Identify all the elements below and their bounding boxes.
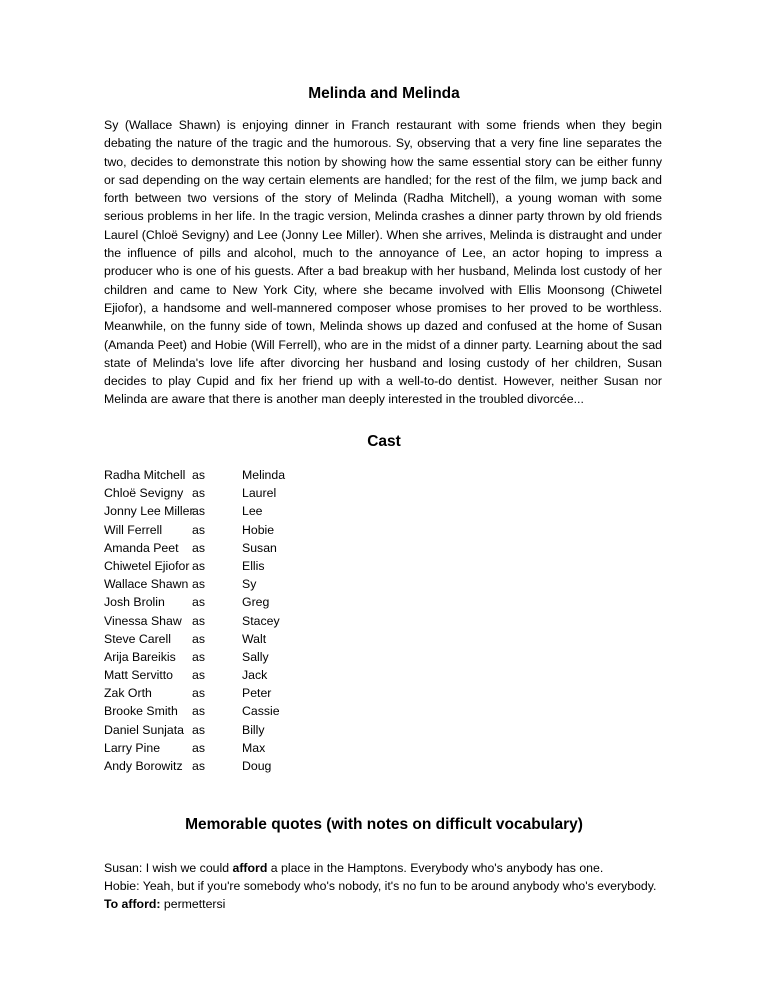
cast-actor: Andy Borowitz [104,759,183,773]
vocabulary-term: To afford: [104,897,161,911]
cast-role: Lee [242,504,263,519]
cast-actor: Brooke Smith [104,704,178,719]
cast-as: as [192,522,205,537]
cast-as: as [192,595,205,610]
cast-row [104,757,404,775]
cast-actor: Daniel Sunjata [104,722,184,737]
cast-actor: Chloë Sevigny [104,486,184,501]
cast-row [104,630,404,648]
cast-actor: Arija Bareikis [104,649,176,664]
vocabulary-translation: permettersi [160,897,226,911]
cast-as: as [192,504,205,519]
cast-as: as [192,540,205,555]
cast-role: Billy [242,722,265,737]
cast-actor: Chiwetel Ejiofor [104,558,190,573]
cast-actor: Vinessa Shaw [104,613,182,628]
cast-actor: Wallace Shawn [104,577,189,592]
cast-row [104,648,404,666]
cast-role: Melinda [242,468,286,482]
cast-role: Peter [242,686,272,701]
cast-role: Sally [242,649,269,664]
cast-as: as [192,486,205,501]
quote-line-hobie: Hobie: Yeah, but if you're somebody who's nobody, it's no fun to be around anybody who's everybody. [104,879,657,893]
cast-role: Ellis [242,558,265,573]
cast-role: Jack [242,668,268,683]
cast-role: Max [242,740,266,755]
cast-actor: Steve Carell [104,631,171,646]
cast-actor: Radha Mitchell [104,468,186,482]
cast-role: Stacey [242,613,280,628]
cast-actor: Josh Brolin [104,595,165,610]
quotes-heading: Memorable quotes (with notes on difficult vocabulary) [185,816,583,833]
cast-row [104,539,404,557]
quote-text: Susan: I wish we could [104,861,233,875]
cast-as: as [192,558,205,573]
cast-as: as [192,631,205,646]
cast-actor: Will Ferrell [104,522,163,537]
cast-as: as [192,722,205,737]
cast-actor: Amanda Peet [104,540,179,555]
cast-actor: Zak Orth [104,686,152,701]
quote-text: a place in the Hamptons. Everybody who's anybody has one. [267,861,604,875]
cast-row [104,666,404,684]
cast-row [104,739,404,757]
cast-row [104,575,404,593]
cast-row [104,466,404,484]
synopsis-paragraph: Sy (Wallace Shawn) is enjoying dinner in Franch restaurant with some friends when they begin debating the nature of the tragic and the humorous. Sy, observing that a very fine line separates the two, decides to demonstrate this notion by showing how the same essential story can be either funny or sad depending on the way certain elements are handled; for the rest of the film, we jump back and forth between two versions of the story of Melinda (Radha Mitchell), a young woman with some serious problems in her life. In the tragic version, Melinda crashes a dinner party thrown by old friends Laurel (Chloë Sevigny) and Lee (Jonny Lee Miller). When she arrives, Melinda is distraught and under the influence of pills and alcohol, much to the annoyance of Lee, an actor hoping to impress a producer who is one of his guests. After a bad breakup with her husband, Melinda lost custody of her children and came to New York City, where she became involved with Ellis Moonsong (Chiwetel Ejiofor), a handsome and well-mannered composer whose promises to her proved to be worthless. Meanwhile, on the funny side of town, Melinda shows up dazed and confused at the home of Susan (Amanda Peet) and Hobie (Will Ferrell), who are in the midst of a dinner party. Learning about the sad state of Melinda's love life after divorcing her husband and losing custody of her children, Susan decides to play Cupid and fix her friend up with a well-to-do dentist. However, neither Susan nor Melinda are aware that there is another man deeply interested in the troubled divorcée... [104,118,662,407]
cast-row [104,721,404,739]
cast-as: as [192,740,205,755]
document-title: Melinda and Melinda [308,85,460,102]
cast-role: Greg [242,595,270,610]
cast-row [104,521,404,539]
cast-actor: Larry Pine [104,740,161,755]
cast-role: Sy [242,577,257,592]
cast-as: as [192,686,205,701]
cast-row [104,484,404,502]
cast-row [104,502,404,520]
cast-row [104,684,404,702]
cast-role: Susan [242,540,277,555]
cast-as: as [192,613,205,628]
vocabulary-note [104,895,704,913]
cast-row [104,612,404,630]
cast-list [104,466,404,775]
cast-role: Laurel [242,486,277,501]
cast-role: Walt [242,631,267,646]
cast-as: as [192,468,205,482]
cast-as: as [192,704,205,719]
cast-heading: Cast [367,433,401,450]
cast-as: as [192,649,205,664]
cast-as: as [192,759,205,773]
cast-as: as [192,668,205,683]
cast-role: Cassie [242,704,280,719]
cast-role: Doug [242,759,272,773]
cast-row [104,702,404,720]
cast-role: Hobie [242,522,275,537]
cast-as: as [192,577,205,592]
cast-row [104,557,404,575]
cast-actor: Matt Servitto [104,668,174,683]
cast-row [104,593,404,611]
quote-line-susan [104,859,704,877]
vocabulary-word: afford [232,861,268,875]
cast-actor: Jonny Lee Miller [104,504,194,519]
